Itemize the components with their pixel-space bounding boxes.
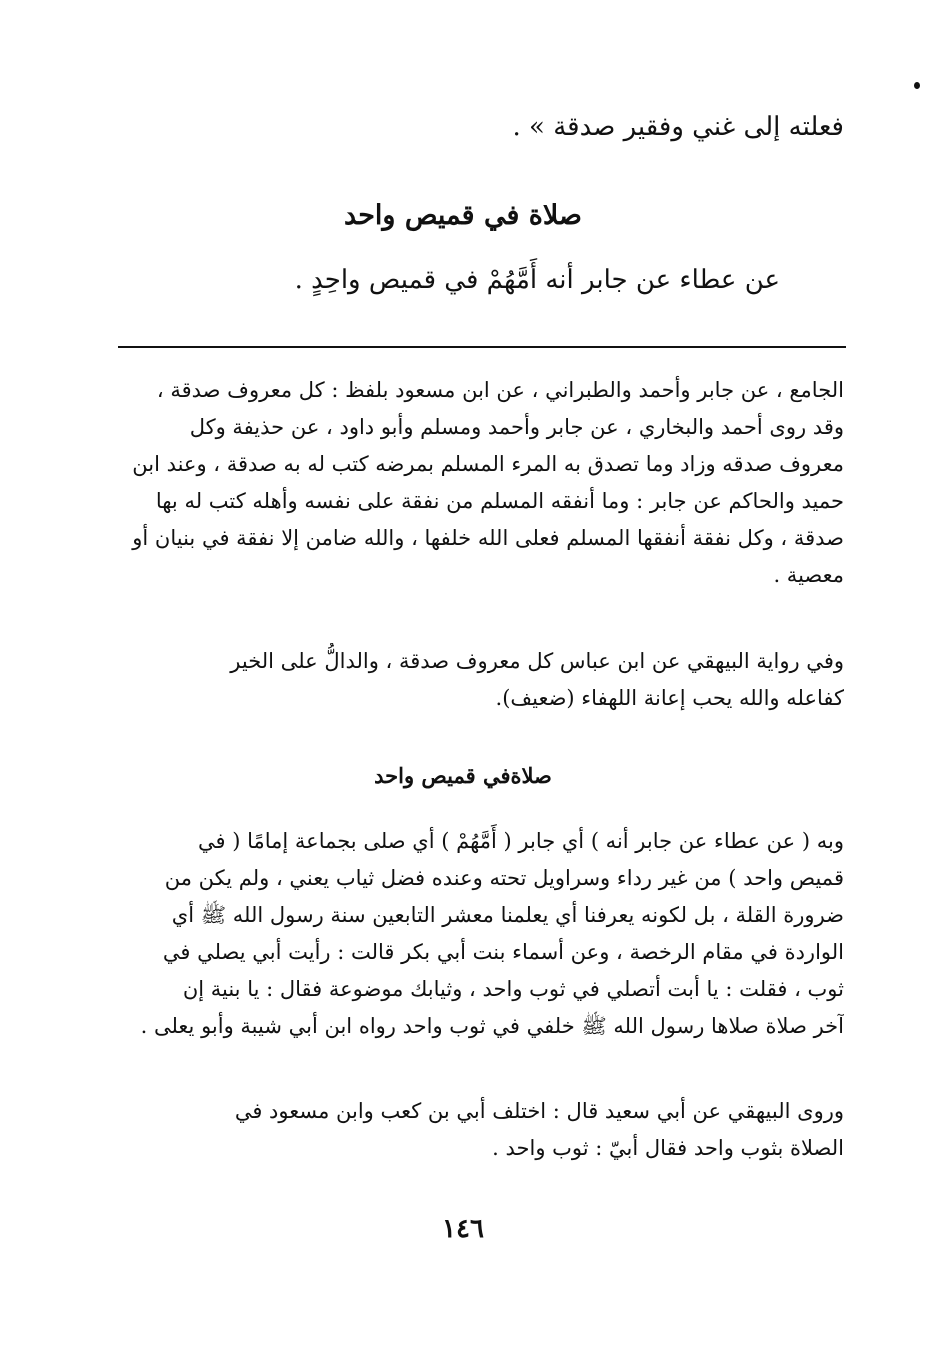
scan-speck: [914, 82, 920, 89]
commentary-line: وبه ( عن عطاء عن جابر أنه ) أي جابر ( أَمَّهُمْ ) أي صلى بجماعة إمامًا ( في: [198, 829, 844, 853]
footnote-divider: [118, 346, 846, 348]
commentary-line: الواردة في مقام الرخصة ، وعن أسماء بنت أبي بكر قالت : رأيت أبي يصلي في: [162, 940, 844, 964]
footnote-paragraph-2: [120, 643, 844, 717]
footnote-line: الجامع ، عن جابر وأحمد والطبراني ، عن ابن مسعود بلفظ : كل معروف صدقة ،: [156, 378, 844, 402]
footnote-line: حميد والحاكم عن جابر : وما أنفقه المسلم من نفقة على نفسه وأهله كتب له بها: [155, 489, 844, 513]
footnote-line: صدقة ، وكل نفقة أنفقها المسلم فعلى الله خلفها ، والله ضامن إلا نفقة في بنيان أو: [132, 526, 844, 550]
commentary-heading: صلاةفي قميص واحد: [374, 763, 552, 788]
commentary-paragraph-1: [120, 823, 844, 1045]
commentary-line: ضرورة القلة ، بل لكونه يعرفنا أي يعلمنا معشر التابعين سنة رسول الله ﷺ أي: [171, 903, 844, 927]
commentary-line: قميص واحد ) من غير رداء وسراويل تحته وعنده فضل ثياب يعني ، ولم يكن من: [164, 866, 844, 890]
commentary-line: ثوب ، فقلت : يا أبت أتصلي في ثوب واحد ، وثيابك موضوعة فقال : يا بنية إن: [182, 977, 844, 1001]
footnote-line: معروف صدقه وزاد وما تصدق به المرء المسلم بمرضه كتب له به صدقة ، وعند ابن: [132, 452, 844, 476]
commentary-line: آخر صلاة صلاها رسول الله ﷺ خلفي في ثوب واحد رواه ابن أبي شيبة وأبو يعلى .: [140, 1014, 844, 1038]
commentary-paragraph-2: [120, 1093, 844, 1167]
footnote-line: كفاعله والله يحب إعانة اللهفاء (ضعيف).: [495, 686, 844, 710]
commentary-line: وروى البيهقي عن أبي سعيد قال : اختلف أبي بن كعب وابن مسعود في: [234, 1099, 844, 1123]
footnote-line: معصية .: [773, 563, 844, 587]
page-number: ١٤٦: [442, 1214, 484, 1244]
footnote-paragraph-1: [120, 372, 844, 594]
footnote-line: وفي رواية البيهقي عن ابن عباس كل معروف صدقة ، والدالُّ على الخير: [230, 649, 844, 673]
footnote-line: وقد روى أحمد والبخاري ، عن جابر وأحمد ومسلم وأبو داود ، عن حذيفة وكل: [189, 415, 844, 439]
section-heading: صلاة في قميص واحد: [344, 200, 582, 231]
continued-text-line: فعلته إلى غني وفقير صدقة » .: [512, 112, 844, 142]
hadith-text: عن عطاء عن جابر أنه أَمَّهُمْ في قميص واحِدٍ .: [294, 265, 780, 295]
commentary-line: الصلاة بثوب واحد فقال أبيّ : ثوب واحد .: [492, 1136, 844, 1160]
